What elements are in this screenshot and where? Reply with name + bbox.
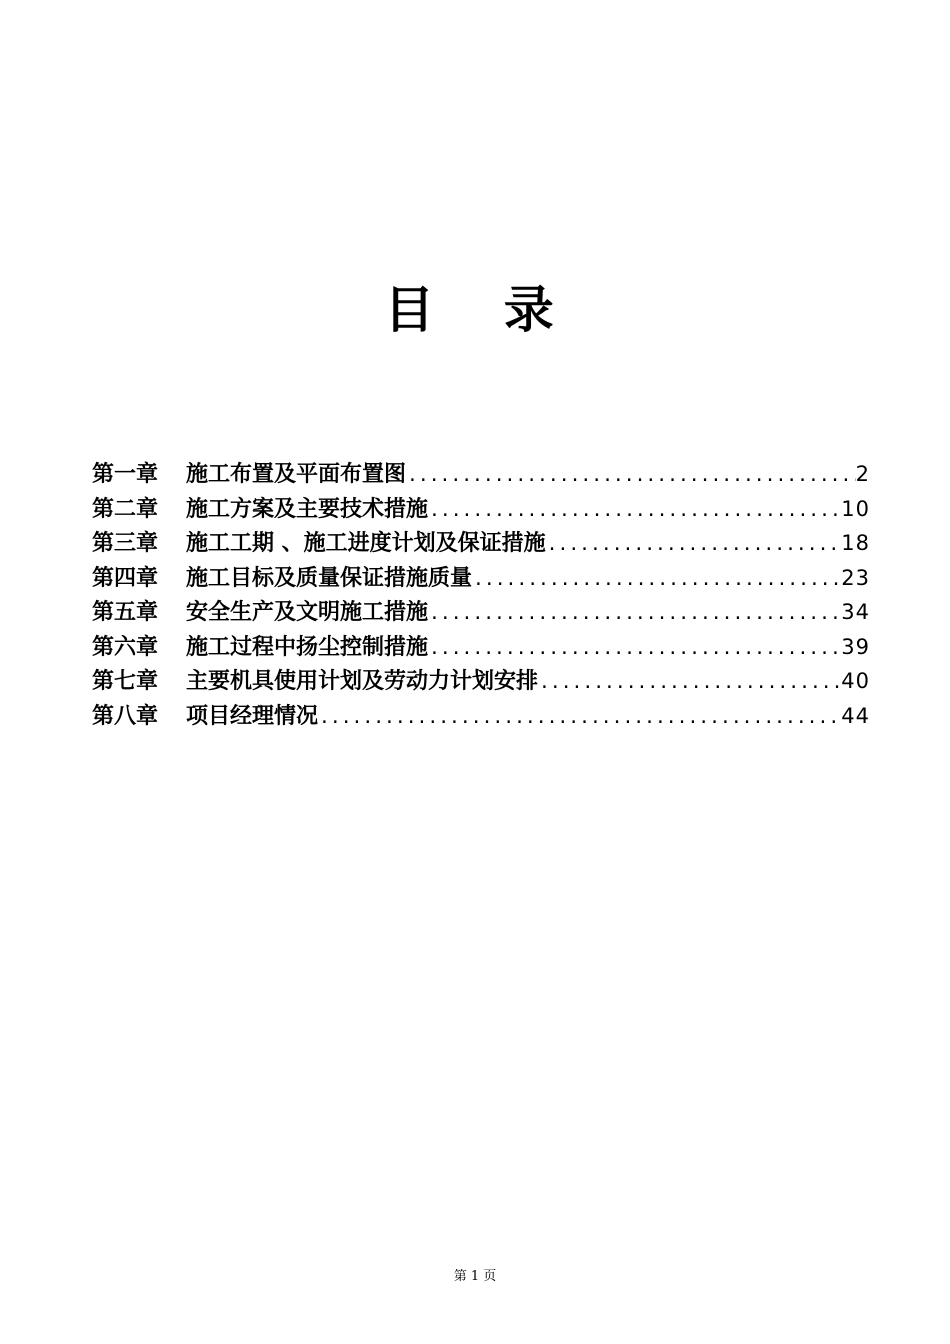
toc-chapter-number: 第六章 <box>92 633 159 660</box>
toc-dot-leader <box>428 597 841 631</box>
toc-dot-leader <box>318 701 841 735</box>
toc-page-number: 2 <box>855 462 870 486</box>
toc-chapter-number: 第一章 <box>92 461 159 487</box>
toc-dot-leader <box>538 666 841 700</box>
toc-chapter-title: 施工布置及平面布置图 <box>186 461 407 487</box>
toc-chapter-title: 施工方案及主要技术措施 <box>186 495 429 522</box>
toc-entry-8[interactable] <box>92 699 870 734</box>
toc-entry-4[interactable] <box>92 561 870 596</box>
toc-chapter-title: 主要机具使用计划及劳动力计划安排 <box>186 668 539 694</box>
toc-chapter-number: 第二章 <box>92 495 159 522</box>
toc-page-number: 44 <box>841 703 870 728</box>
toc-dot-leader <box>406 459 856 493</box>
toc-chapter-title: 安全生产及文明施工措施 <box>186 599 429 625</box>
toc-chapter-number: 第四章 <box>92 564 159 591</box>
toc-dot-leader <box>428 632 841 666</box>
toc-chapter-number: 第八章 <box>92 702 159 729</box>
table-of-contents <box>92 457 870 733</box>
toc-chapter-title: 施工目标及质量保证措施质量 <box>186 564 473 591</box>
toc-chapter-title: 项目经理情况 <box>186 702 319 729</box>
toc-chapter-number: 第七章 <box>92 668 159 694</box>
toc-page-number: 18 <box>841 531 870 555</box>
toc-page-number: 40 <box>841 669 870 693</box>
toc-dot-leader <box>546 528 842 562</box>
toc-chapter-number: 第五章 <box>92 599 159 625</box>
toc-dot-leader <box>472 563 841 597</box>
toc-entry-7[interactable] <box>92 664 870 699</box>
toc-page-number: 23 <box>841 565 870 590</box>
toc-entry-6[interactable] <box>92 630 870 665</box>
toc-entry-3[interactable] <box>92 526 870 561</box>
toc-chapter-number: 第三章 <box>92 530 159 556</box>
toc-page-number: 39 <box>841 634 870 659</box>
toc-page-number: 10 <box>841 496 870 521</box>
toc-page-number: 34 <box>841 600 870 624</box>
page-footer: 第 1 页 <box>453 1269 497 1284</box>
toc-chapter-title: 施工过程中扬尘控制措施 <box>186 633 429 660</box>
page-title: 目 录 <box>384 281 580 339</box>
toc-entry-2[interactable] <box>92 492 870 527</box>
toc-entry-5[interactable] <box>92 595 870 630</box>
toc-dot-leader <box>428 494 841 528</box>
toc-entry-1[interactable] <box>92 457 870 492</box>
toc-chapter-title: 施工工期 、施工进度计划及保证措施 <box>186 530 546 556</box>
